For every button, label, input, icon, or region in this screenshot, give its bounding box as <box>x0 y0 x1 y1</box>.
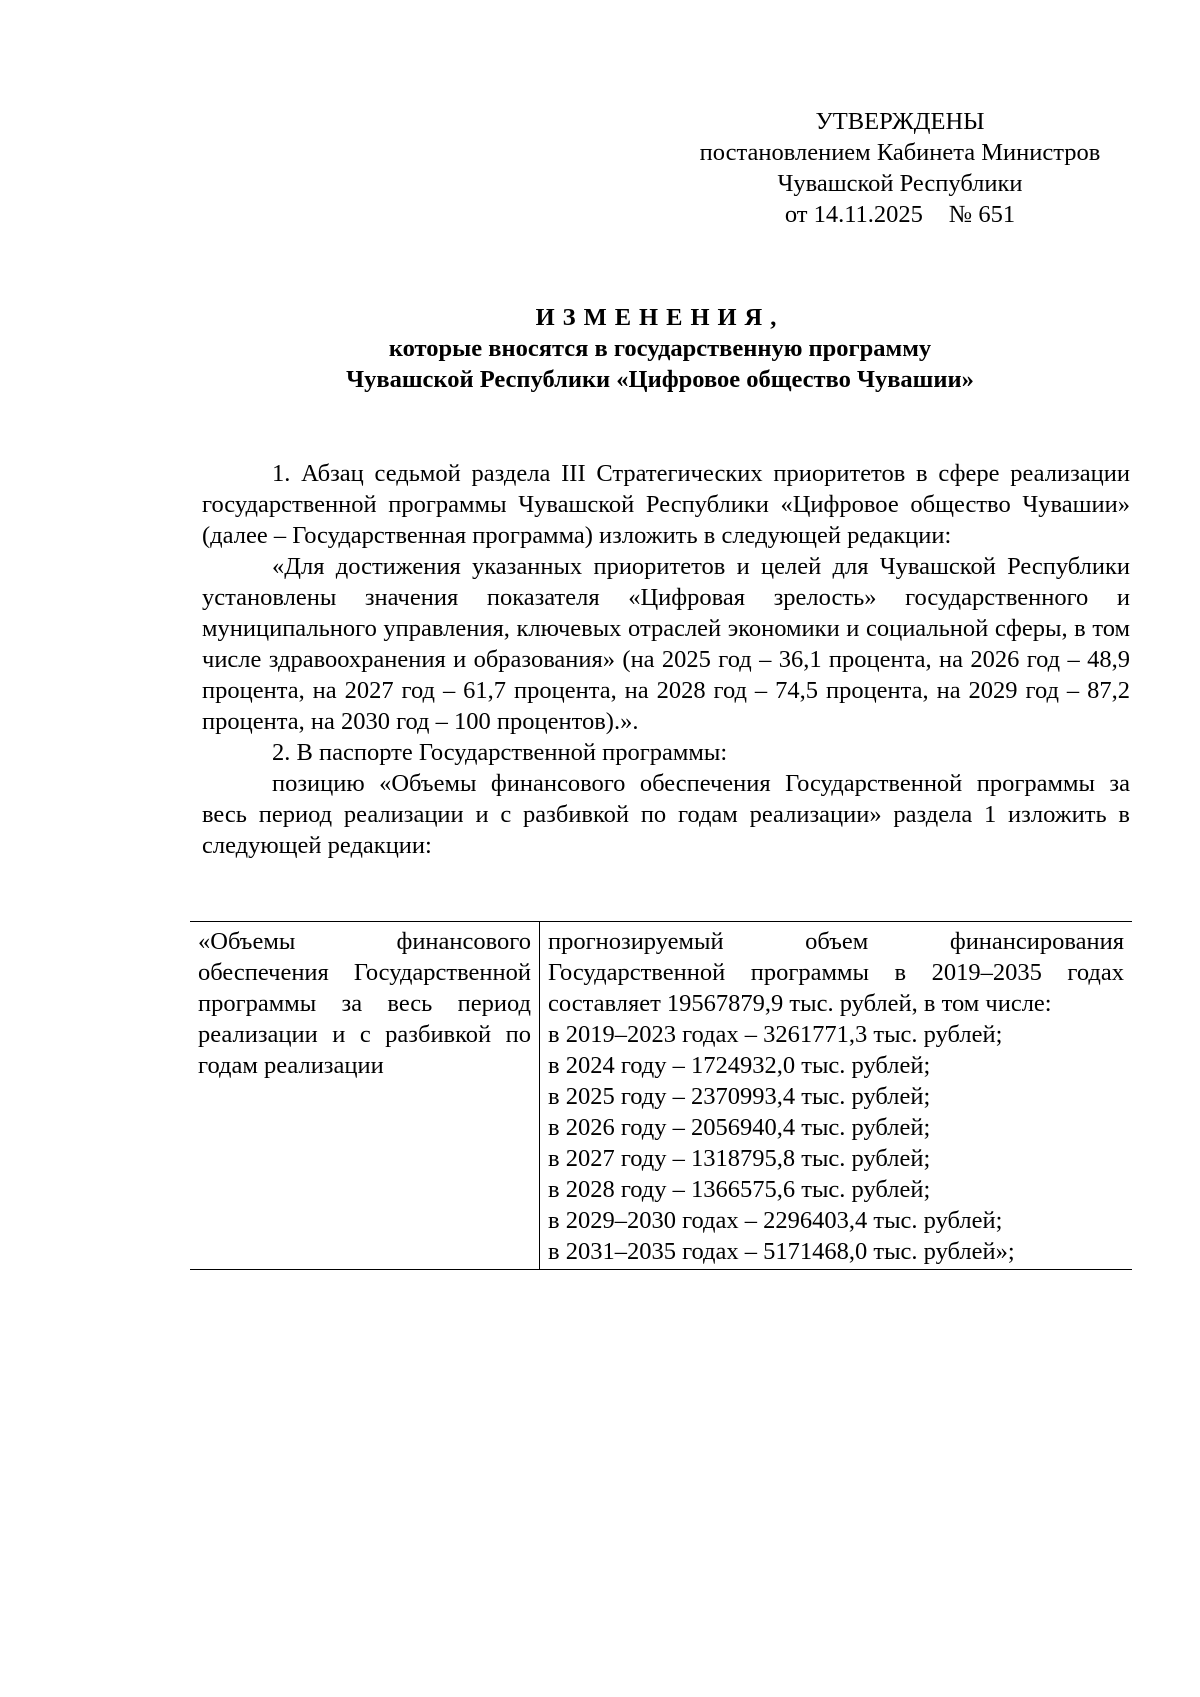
approval-line-1: постановлением Кабинета Министров <box>699 139 1101 166</box>
passport-table <box>190 921 1132 1270</box>
paragraph-3: 2. В паспорте Государственной программы: <box>272 739 728 766</box>
funding-line: в 2027 году – 1318795,8 тыс. рублей; <box>548 1145 931 1172</box>
funding-line: в 2026 году – 2056940,4 тыс. рублей; <box>548 1114 931 1141</box>
funding-line: в 2025 году – 2370993,4 тыс. рублей; <box>548 1083 931 1110</box>
table-cell-position: «Объемы финансового обеспечения Государственной программы за весь период реализации и с разбивкой по годам реализации <box>190 922 540 1270</box>
document-title: ИЗМЕНЕНИЯ, <box>535 304 785 331</box>
approval-date: от 14.11.2025 <box>784 201 923 228</box>
document-subtitle-2: Чувашской Республики «Цифровое общество Чувашии» <box>346 366 974 393</box>
approval-block <box>680 106 1120 230</box>
approval-line-2: Чувашской Республики <box>777 170 1023 197</box>
paragraph-4: позицию «Объемы финансового обеспечения Государственной программы за весь период реализации и с разбивкой по годам реализации» раздела 1 изложить в следующей редакции: <box>202 770 1130 859</box>
funding-line: в 2028 году – 1366575,6 тыс. рублей; <box>548 1176 931 1203</box>
approval-date-line <box>680 199 1120 230</box>
funding-line: в 2029–2030 годах – 2296403,4 тыс. рублей; <box>548 1207 1003 1234</box>
approval-title: УТВЕРЖДЕНЫ <box>815 108 985 135</box>
funding-line: в 2019–2023 годах – 3261771,3 тыс. рублей; <box>548 1021 1003 1048</box>
document-heading <box>190 302 1130 395</box>
table-cell-value <box>540 922 1133 1270</box>
paragraph-1: 1. Абзац седьмой раздела III Стратегических приоритетов в сфере реализации государственной программы Чувашской Республики «Цифровое общество Чувашии» (далее – Государственная программа) изложить в следующей редакции: <box>202 460 1130 549</box>
funding-line: в 2031–2035 годах – 5171468,0 тыс. рублей»; <box>548 1238 1015 1265</box>
approval-number: № 651 <box>948 201 1016 228</box>
table-row <box>190 922 1132 1270</box>
paragraph-2: «Для достижения указанных приоритетов и целей для Чувашской Республики установлены значения показателя «Цифровая зрелость» государственного и муниципального управления, ключевых отраслей экономики и социальной сферы, в том числе здравоохранения и образования» (на 2025 год – 36,1 процента, на 2026 год – 48,9 процента, на 2027 год – 61,7 процента, на 2028 год – 74,5 процента, на 2029 год – 87,2 процента, на 2030 год – 100 процентов).». <box>202 553 1130 735</box>
funding-line: в 2024 году – 1724932,0 тыс. рублей; <box>548 1052 931 1079</box>
funding-intro: прогнозируемый объем финансирования Государственной программы в 2019–2035 годах составляет 19567879,9 тыс. рублей, в том числе: <box>548 928 1124 1017</box>
document-subtitle-1: которые вносятся в государственную программу <box>388 335 932 362</box>
document-body <box>202 458 1130 861</box>
